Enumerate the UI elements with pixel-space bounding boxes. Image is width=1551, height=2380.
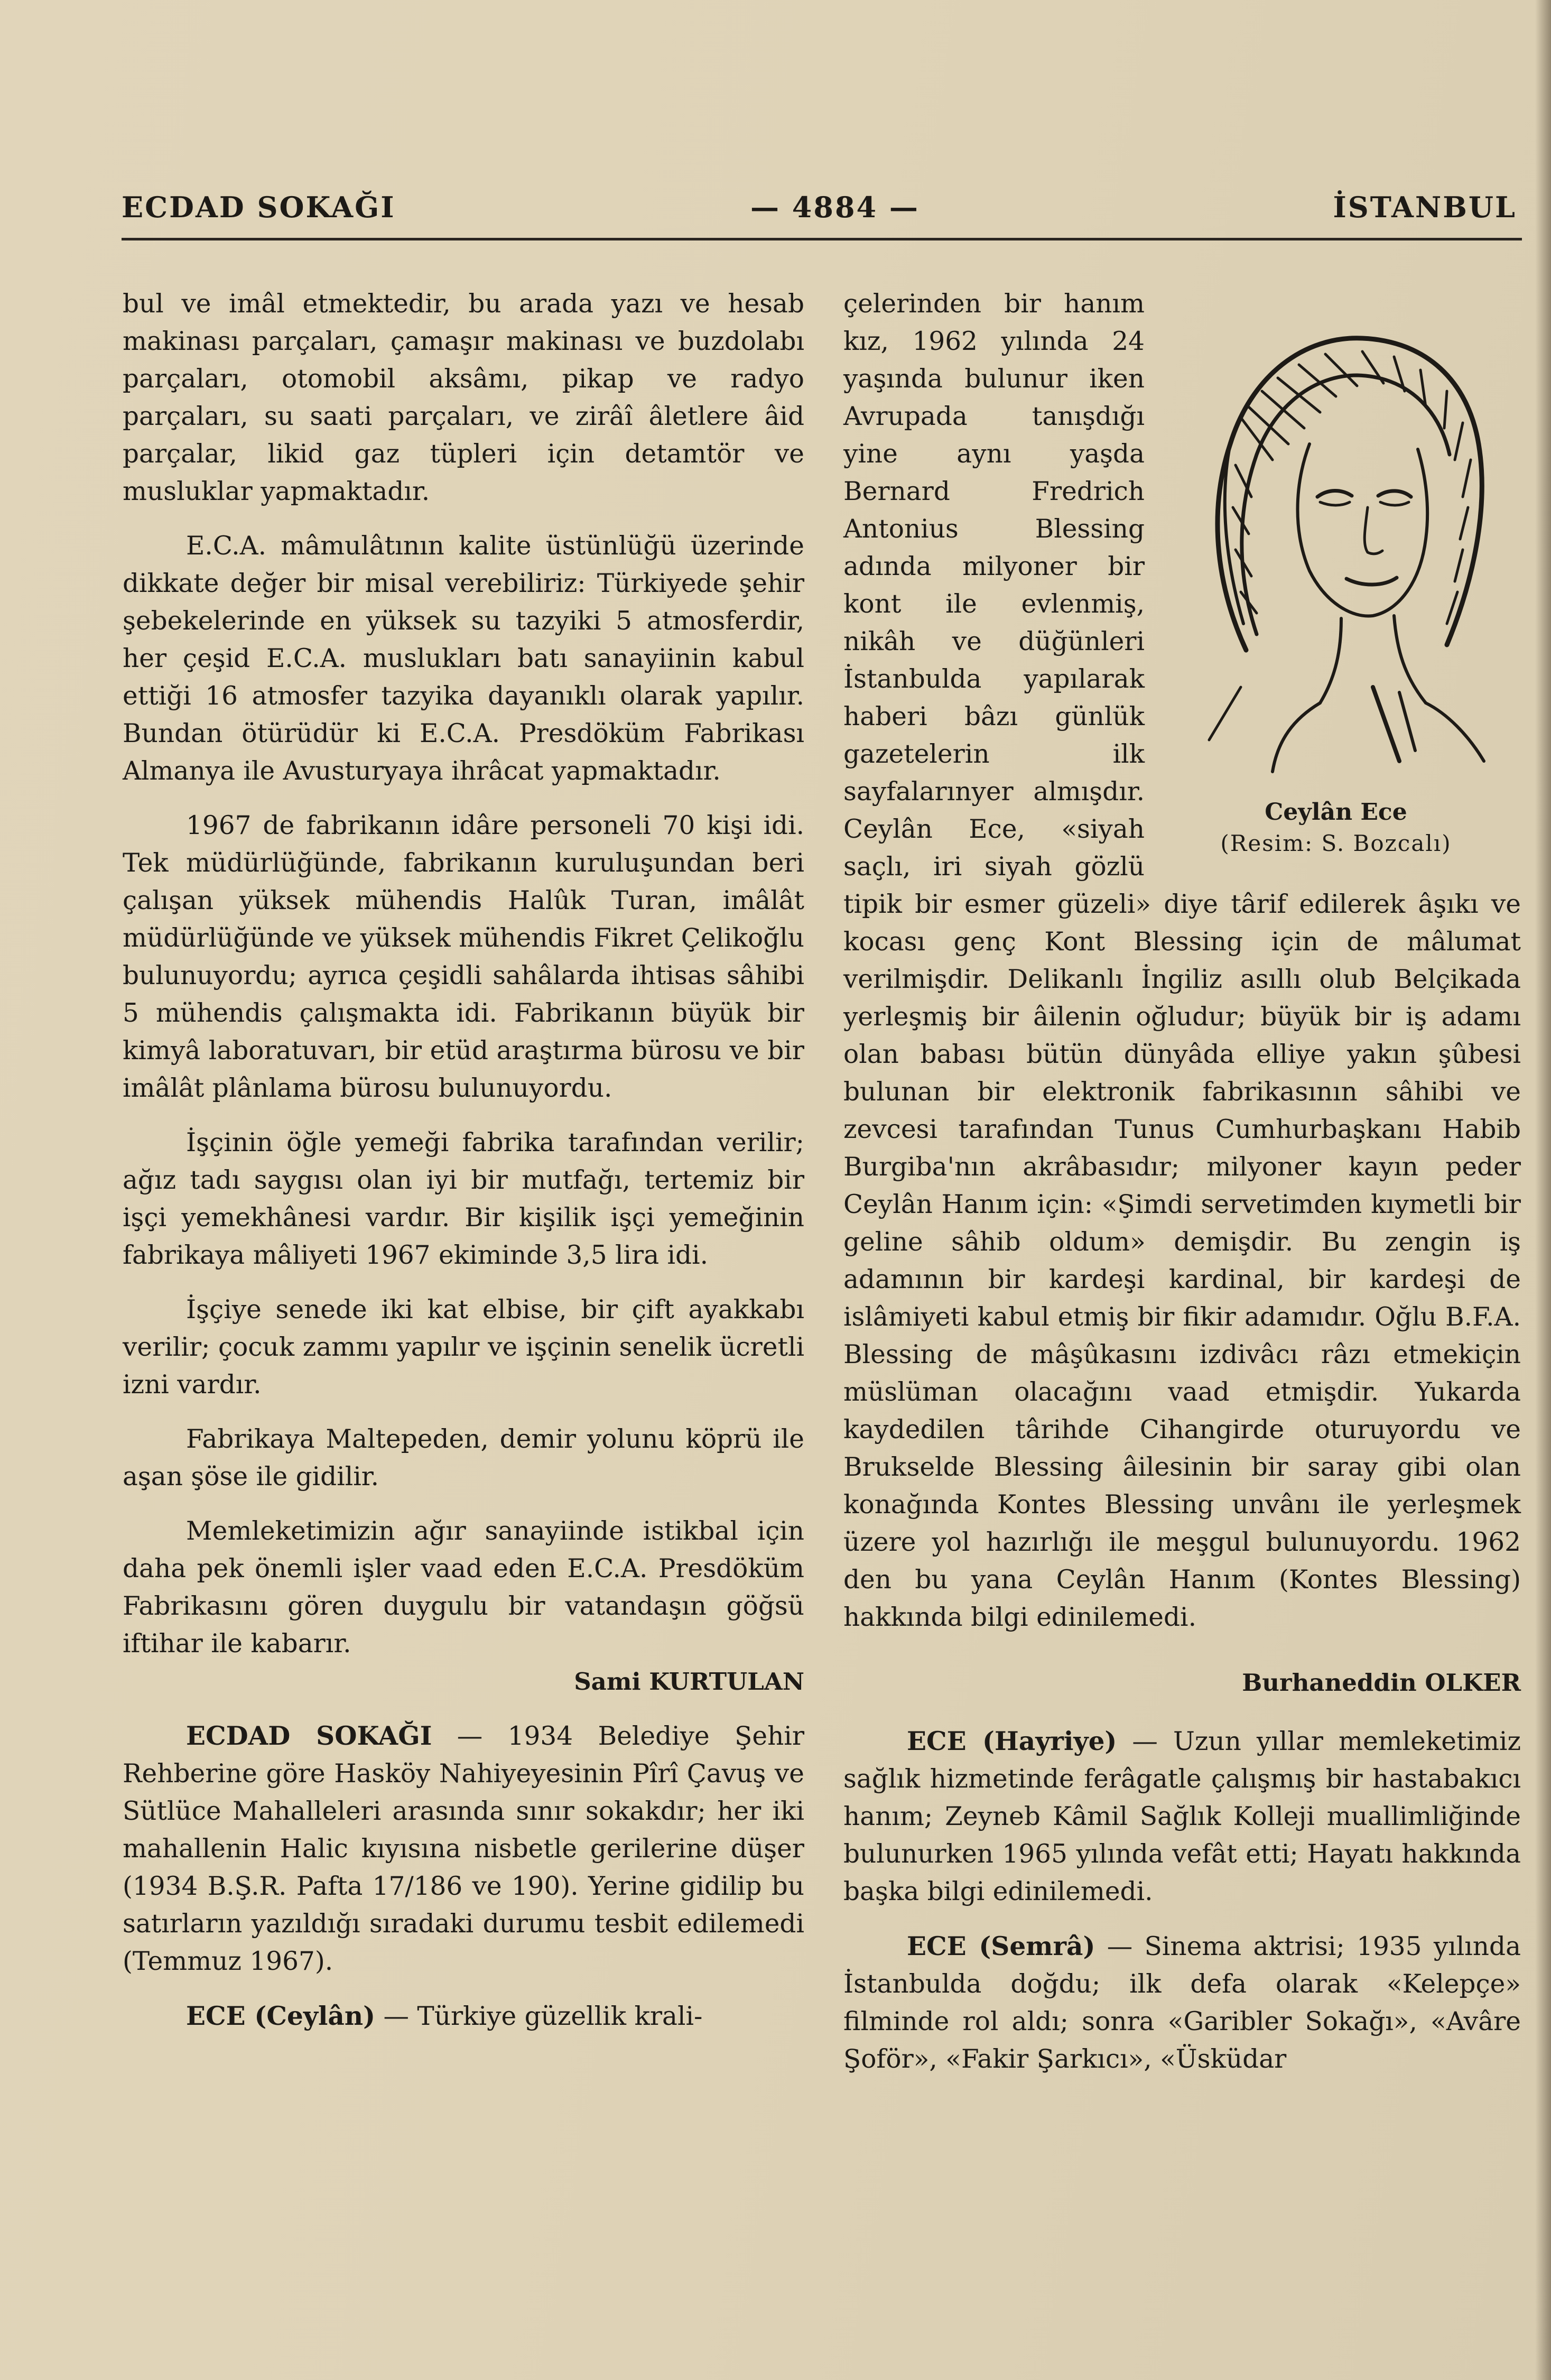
header-rule xyxy=(122,238,1522,240)
portrait-caption-credit: (Resim: S. Bozcalı) xyxy=(1220,830,1452,856)
entry-heading: ECE (Ceylân) xyxy=(186,2001,376,2031)
paragraph: İşçinin öğle yemeği fabrika tarafından verilir; ağız tadı saygısı olan iyi bir mutfağı, tertemiz bir işçi yemekhânesi vardır. Bir kişilik işçi yemeğinin fabrikaya mâliyeti 1967 ekiminde 3,5 lira idi. xyxy=(123,1128,804,1270)
paragraph: İşçiye senede iki kat elbise, bir çift ayakkabı verilir; çocuk zammı yapılır ve işçinin senelik ücretli izni vardır. xyxy=(123,1295,804,1400)
right-column xyxy=(843,285,1521,2078)
left-column xyxy=(123,285,804,2035)
entry-heading: ECDAD SOKAĞI xyxy=(186,1721,432,1751)
paragraph: çelerinden bir hanım kız, 1962 yılında 24 yaşında bulunur iken Avrupada tanışdığı yine aynı yaşda Bernard Fredrich Antonius Blessing adında milyoner bir kont ile evlenmiş, nikâh ve düğünleri İstanbulda yapılarak haberi bâzı günlük gazetelerin ilk sayfalarınyer almışdır. Ceylân Ece, «siyah saçlı, iri siyah gözlü tipik bir esmer güzeli» diye târif edilerek âşıkı ve kocası genç Kont Blessing için de mâlumat verilmişdir. Delikanlı İngiliz asıllı olub Belçikada yerleşmiş bir âilenin oğludur; büyük bir iş adamı olan babası bütün dünyâda elliye yakın şûbesi bulunan bir elektronik fabrikasının sâhibi ve zevcesi tarafından Tunus Cumhurbaşkanı Habib Burgiba'nın akrâbasıdır; milyoner kayın peder Ceylân Hanım için: «Şimdi servetimden kıymetli bir geline sâhib oldum» demişdir. Bu zengin iş adamının bir kardeşi kardinal, bir kardeşi de islâmiyeti kabul etmiş bir fikir adamıdır. Oğlu B.F.A. Blessing de mâşûkasını izdivâcı râzı etmekiçin müslüman olacağını vaad etmişdir. Yukarda kaydedilen târihde Cihangirde oturuyordu ve Brukselde Blessing âilesinin bir saray gibi olan konağında Kontes Blessing unvânı ile yerleşmek üzere yol hazırlığı ile meşgul bulunuyordu. 1962 den bu yana Ceylân Hanım (Kontes Blessing) hakkında bilgi edinilemedi. xyxy=(843,289,1521,1632)
entry-body: — Türkiye güzellik krali- xyxy=(375,2002,703,2031)
paragraph: Fabrikaya Maltepeden, demir yolunu köprü ile aşan şöse ile gidilir. xyxy=(123,1424,804,1492)
paragraph: 1967 de fabrikanın idâre personeli 70 kişi idi. Tek müdürlüğünde, fabrikanın kuruluşundan beri çalışan yüksek mühendis Halûk Turan, imâlât müdürlüğünde ve yüksek mühendis Fikret Çelikoğlu bulunuyordu; ayrıca çeşidli sahâlarda ihtisas sâhibi 5 mühendis çalışmakta idi. Fabrikanın büyük bir kimyâ laboratuvarı, bir etüd araştırma bürosu ve bir imâlât plânlama bürosu bulunuyordu. xyxy=(123,811,804,1103)
portrait-drawing xyxy=(1151,285,1521,793)
paragraph: Memleketimizin ağır sanayiinde istikbal için daha pek önemli işler vaad eden E.C.A. Presdöküm Fabrikasını gören duygulu bir vatandaşın göğsü iftihar ile kabarır. xyxy=(123,1516,804,1659)
entry-heading: ECE (Semrâ) xyxy=(907,1931,1095,1961)
header-city: İSTANBUL xyxy=(1333,190,1517,224)
portrait-figure xyxy=(1151,285,1521,867)
portrait-wrap xyxy=(843,285,1521,1636)
paragraph: E.C.A. mâmulâtının kalite üstünlüğü üzerinde dikkate değer bir misal verebiliriz: Türkiyede şehir şebekelerinde en yüksek su tazyiki 5 atmosferdir, her çeşid E.C.A. muslukları batı sanayiinin kabul ettiği 16 atmosfer tazyika dayanıklı olarak yapılır. Bundan ötürüdür ki E.C.A. Presdöküm Fabrikası Almanya ile Avusturyaya ihrâcat yapmaktadır. xyxy=(123,531,804,786)
entry-body: — Uzun yıllar memleketimiz sağlık hizmetinde ferâgatle çalışmış bir hastabakıcı hanım; Zeyneb Kâmil Sağlık Kolleji muallimliğinde bulunurken 1965 yılında vefât etti; Hayatı hakkında başka bilgi edinilemedi. xyxy=(843,1727,1521,1906)
entry-body: — 1934 Belediye Şehir Rehberine göre Hasköy Nahiyeyesinin Pîrî Çavuş ve Sütlüce Mahalleleri arasında sınır sokakdır; her iki mahallenin Halic kıyısına nisbetle gerilerine düşer (1934 B.Ş.R. Pafta 17/186 ve 190). Yerine gidilip bu satırların yazıldığı sıradaki durumu tesbit edilemedi (Temmuz 1967). xyxy=(123,1721,804,1976)
entry-ece-ceylan xyxy=(123,1997,804,2035)
entry-ece-semra xyxy=(843,1928,1521,2078)
portrait-caption-name: Ceylân Ece xyxy=(1265,799,1407,826)
page-edge-shadow xyxy=(1535,0,1551,2380)
entry-ece-hayriye xyxy=(843,1723,1521,1911)
page-number: — 4884 — xyxy=(750,190,920,224)
entry-heading: ECE (Hayriye) xyxy=(907,1726,1117,1756)
entry-ecdad-sokagi xyxy=(123,1717,804,1980)
author-signature: Sami KURTULAN xyxy=(574,1668,804,1696)
entry-body: — Sinema aktrisi; 1935 yılında İstanbulda doğdu; ilk defa olarak «Kelepçe» filminde rol aldı; sonra «Garibler Sokağı», «Avâre Şoför», «Fakir Şarkıcı», «Üsküdar xyxy=(843,1932,1521,2074)
paragraph: bul ve imâl etmektedir, bu arada yazı ve hesab makinası parçaları, çamaşır makinası ve buzdolabı parçaları, otomobil aksâmı, pikap ve radyo parçaları, su saati parçaları, ve zirâî âletlere âid parçalar, likid gaz tüpleri için detamtör ve musluklar yapmaktadır. xyxy=(123,289,804,506)
header-section-title: ECDAD SOKAĞI xyxy=(122,190,396,224)
author-signature: Burhaneddin OLKER xyxy=(1242,1669,1521,1697)
